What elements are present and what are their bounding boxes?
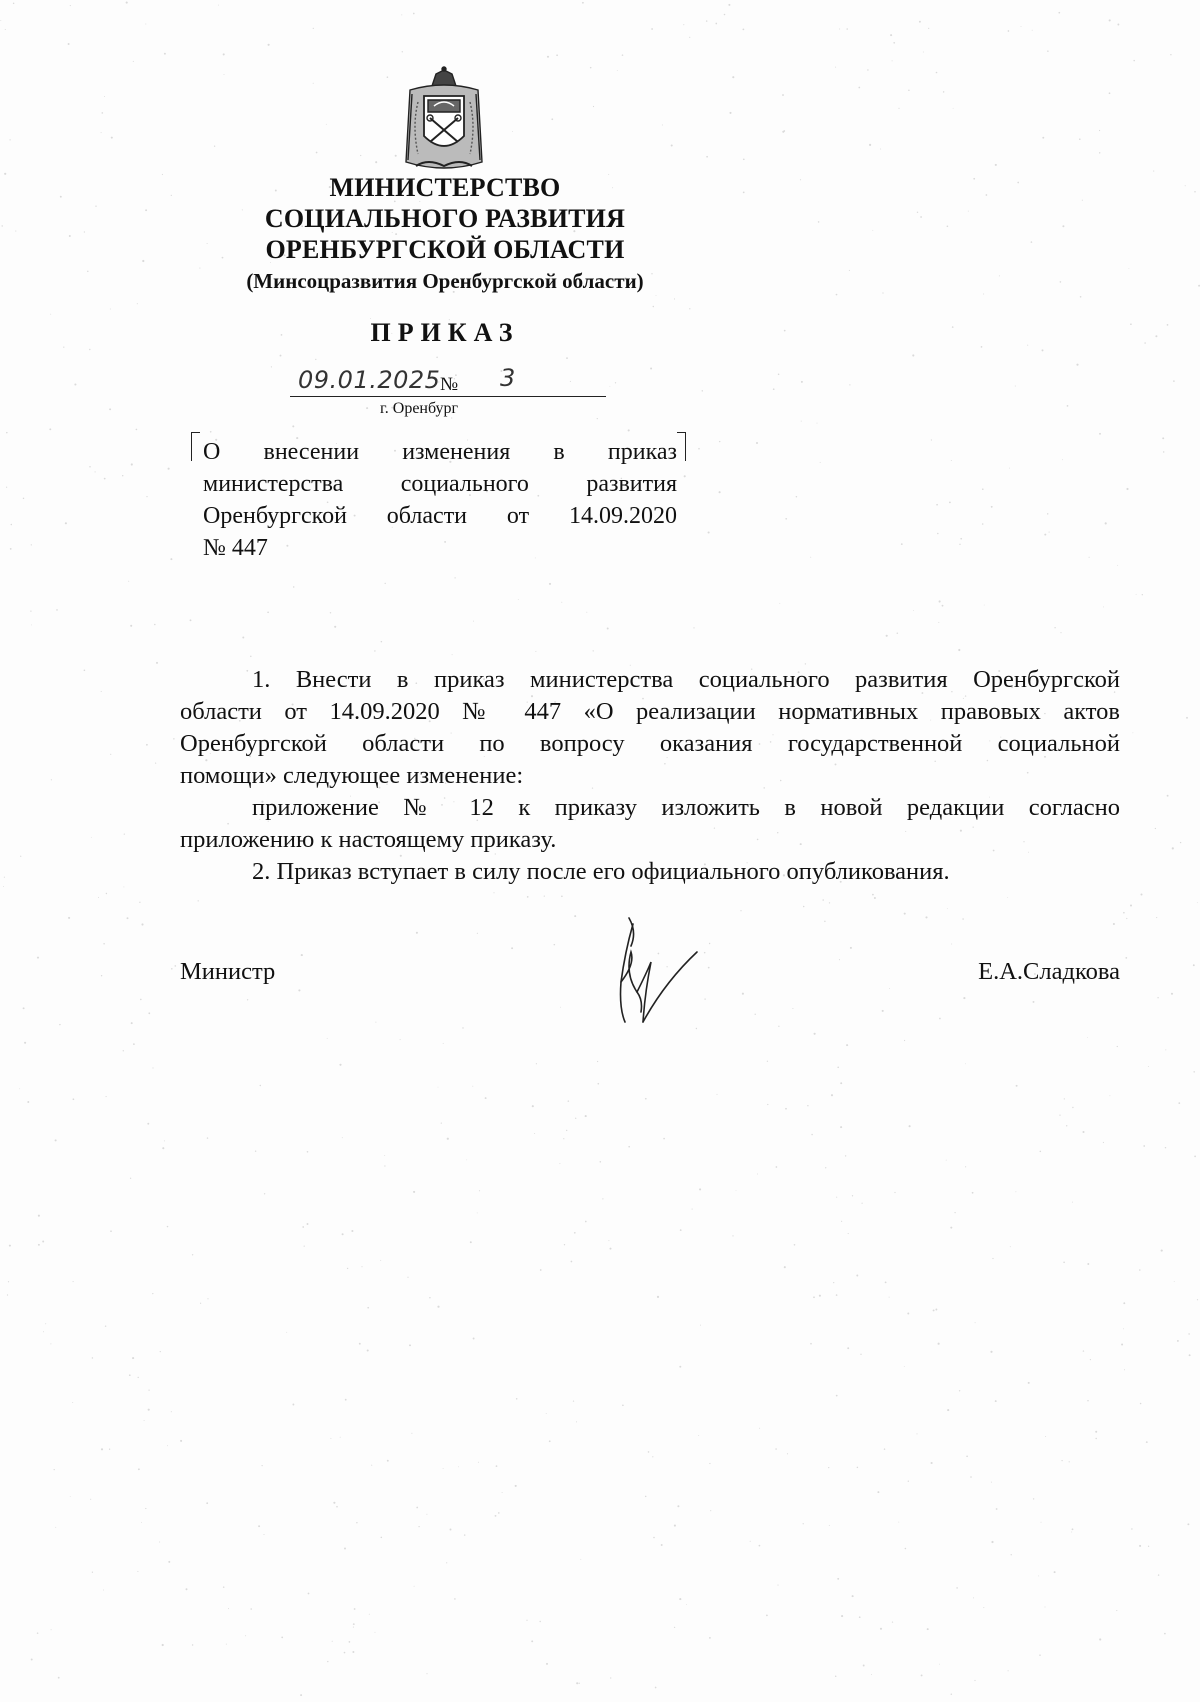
org-abbreviation: (Минсоцразвития Оренбургской области) — [246, 269, 644, 293]
signature-block — [180, 956, 1120, 1046]
body-line: Оренбургской области по вопросу оказания государственной социальной — [180, 730, 1120, 757]
body-line: 2. Приказ вступает в силу после его официального опубликования. — [252, 858, 950, 885]
subject-block — [191, 432, 686, 582]
handwritten-date: 09.01.2025 — [298, 366, 441, 394]
subject-line: Оренбургской области от 14.09.2020 — [203, 503, 677, 529]
number-sign: № — [440, 374, 459, 395]
date-underline — [290, 396, 606, 397]
subject-line: № 447 — [203, 535, 268, 561]
signatory-name: Е.А.Сладкова — [978, 958, 1120, 985]
body-line: приложению к настоящему приказу. — [180, 826, 557, 853]
subject-bracket-left — [191, 432, 200, 461]
paragraph-3 — [180, 856, 1120, 888]
body-line: области от 14.09.2020 № 447 «О реализации нормативных правовых актов — [180, 698, 1120, 725]
city-name: г. Оренбург — [380, 400, 459, 417]
subject-bracket-right — [677, 432, 686, 461]
organization-header — [180, 172, 710, 297]
date-number-row — [290, 364, 606, 398]
body-line: помощи» следующее изменение: — [180, 762, 524, 789]
paragraph-2 — [180, 792, 1120, 856]
body-line: приложение № 12 к приказу изложить в новой редакции согласно — [252, 794, 1120, 821]
handwritten-signature-icon — [585, 912, 715, 1042]
paragraph-1 — [180, 664, 1120, 792]
org-name-line-2: СОЦИАЛЬНОГО РАЗВИТИЯ — [264, 204, 626, 233]
document-body — [180, 664, 1120, 888]
coat-of-arms-icon — [398, 66, 490, 176]
document-type-title: ПРИКАЗ — [370, 318, 520, 347]
signatory-position: Министр — [180, 958, 276, 985]
handwritten-number: 3 — [500, 364, 516, 392]
org-name-line-3: ОРЕНБУРГСКОЙ ОБЛАСТИ — [265, 235, 625, 264]
subject-line: О внесении изменения в приказ — [203, 439, 677, 465]
subject-text — [203, 436, 677, 564]
body-line: 1. Внести в приказ министерства социального развития Оренбургской — [252, 666, 1120, 693]
subject-line: министерства социального развития — [203, 471, 677, 497]
org-name-line-1: МИНИСТЕРСТВО — [329, 173, 561, 202]
